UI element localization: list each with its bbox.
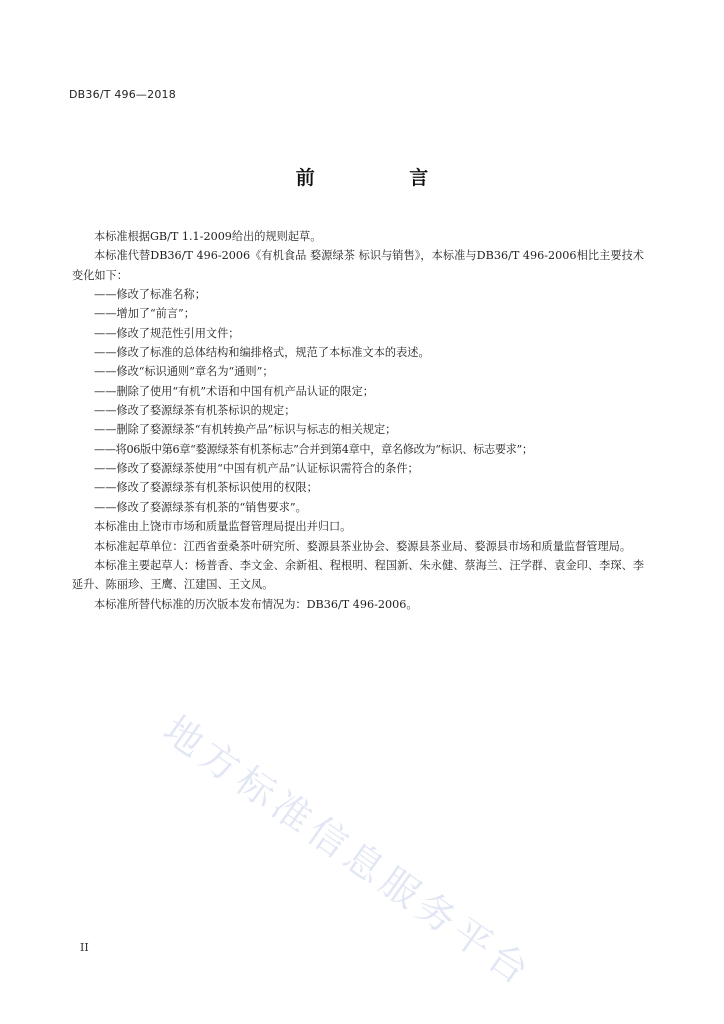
- watermark: 地方标准信息服务平台: [155, 707, 542, 996]
- paragraph-proposer: 本标准由上饶市市场和质量监督管理局提出并归口。: [94, 520, 352, 534]
- page-number: II: [80, 941, 89, 954]
- change-item: ——修改了婺源绿茶有机茶标识的规定；: [94, 404, 296, 418]
- paragraph-previous-editions: 本标准所替代标准的历次版本发布情况为：DB36/T 496-2006。: [94, 597, 418, 611]
- paragraph-drafting-rules: 本标准根据GB/T 1.1-2009给出的规则起草。: [94, 230, 322, 243]
- change-item: ——删除了婺源绿茶“有机转换产品”标识与标志的相关规定；: [94, 423, 397, 437]
- change-item: ——修改了婺源绿茶使用“中国有机产品”认证标识需符合的条件；: [94, 462, 419, 476]
- foreword-body: [72, 227, 644, 614]
- change-item: ——修改了标准名称；: [94, 288, 206, 302]
- change-item: ——修改“标识通则”章名为“通则”；: [94, 365, 274, 379]
- change-item: ——删除了使用“有机”术语和中国有机产品认证的限定；: [94, 384, 374, 398]
- standard-code: DB36/T 496—2018: [69, 88, 176, 101]
- change-item: ——修改了婺源绿茶有机茶的“销售要求”。: [94, 500, 307, 514]
- page-title: 前 言: [295, 167, 473, 189]
- change-item: ——修改了规范性引用文件；: [94, 326, 240, 340]
- change-item: ——将06版中第6章“婺源绿茶有机茶标志”合并到第4章中，章名修改为“标识、标志要求”；: [94, 442, 533, 456]
- paragraph-drafting-units: 本标准起草单位：江西省蚕桑茶叶研究所、婺源县茶业协会、婺源县茶业局、婺源县市场和质量监督管理局。: [94, 539, 632, 553]
- change-item: ——修改了婺源绿茶有机茶标识使用的权限；: [94, 481, 318, 495]
- paragraph-replacement: 本标准代替DB36/T 496-2006《有机食品 婺源绿茶 标识与销售》，本标准与DB36/T 496-2006相比主要技术变化如下：: [72, 249, 644, 282]
- paragraph-drafters: 本标准主要起草人：杨普香、李文金、余新祖、程根明、程国新、朱永健、蔡海兰、汪学群、袁金印、李琛、李延升、陈丽珍、王鹰、江建国、王文凤。: [72, 558, 644, 592]
- change-item: ——修改了标准的总体结构和编排格式，规范了本标准文本的表述。: [94, 346, 430, 360]
- change-item: ——增加了“前言”；: [94, 307, 195, 321]
